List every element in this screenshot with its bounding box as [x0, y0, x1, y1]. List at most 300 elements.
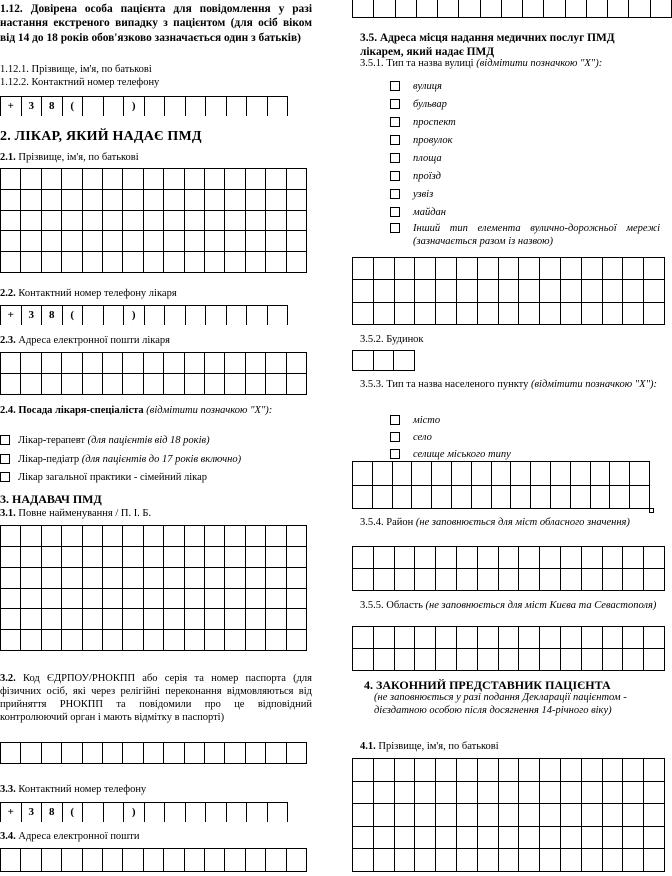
input-cell[interactable]	[561, 849, 582, 872]
input-cell[interactable]	[164, 568, 184, 589]
input-cell[interactable]	[225, 353, 245, 374]
street-name-grid[interactable]	[352, 257, 665, 325]
input-cell[interactable]	[266, 190, 286, 211]
input-cell[interactable]	[287, 609, 307, 630]
input-cell[interactable]	[1, 231, 21, 252]
input-cell[interactable]	[266, 743, 286, 764]
input-cell[interactable]	[103, 252, 123, 273]
input-cell[interactable]	[415, 258, 436, 280]
input-cell[interactable]	[287, 589, 307, 610]
input-cell[interactable]	[1, 169, 21, 190]
input-cell[interactable]	[353, 462, 373, 486]
phone-digit-cell[interactable]	[268, 97, 289, 116]
input-cell[interactable]	[21, 252, 41, 273]
input-cell[interactable]	[519, 569, 540, 591]
input-cell[interactable]	[374, 547, 395, 569]
input-cell[interactable]	[103, 211, 123, 232]
input-cell[interactable]	[266, 169, 286, 190]
input-cell[interactable]	[225, 374, 245, 395]
input-cell[interactable]	[164, 231, 184, 252]
input-cell[interactable]	[42, 353, 62, 374]
input-cell[interactable]	[499, 627, 520, 649]
input-cell[interactable]	[374, 649, 395, 671]
input-cell[interactable]	[415, 759, 436, 782]
input-cell[interactable]	[373, 462, 393, 486]
input-cell[interactable]	[519, 759, 540, 782]
input-cell[interactable]	[1, 374, 21, 395]
input-cell[interactable]	[21, 374, 41, 395]
input-cell[interactable]	[185, 743, 205, 764]
input-cell[interactable]	[457, 547, 478, 569]
input-cell[interactable]	[582, 258, 603, 280]
input-cell[interactable]	[123, 568, 143, 589]
input-cell[interactable]	[374, 627, 395, 649]
input-cell[interactable]	[591, 462, 611, 486]
phone-digit-cell[interactable]	[268, 803, 289, 822]
input-cell[interactable]	[571, 486, 591, 510]
input-cell[interactable]	[415, 827, 436, 850]
input-cell[interactable]	[1, 589, 21, 610]
input-cell[interactable]	[540, 849, 561, 872]
input-cell[interactable]	[246, 231, 266, 252]
input-cell[interactable]	[123, 630, 143, 651]
input-cell[interactable]	[561, 627, 582, 649]
phone-digit-cell[interactable]	[145, 306, 166, 325]
phone-digit-cell[interactable]	[165, 803, 186, 822]
phone-digit-cell[interactable]: )	[124, 803, 145, 822]
input-cell[interactable]	[415, 569, 436, 591]
input-cell[interactable]	[164, 252, 184, 273]
input-cell[interactable]	[623, 827, 644, 850]
phone-digit-cell[interactable]	[186, 803, 207, 822]
input-cell[interactable]	[205, 169, 225, 190]
input-cell[interactable]	[42, 526, 62, 547]
input-cell[interactable]	[353, 849, 374, 872]
input-cell[interactable]	[436, 303, 457, 325]
input-cell[interactable]	[185, 609, 205, 630]
input-cell[interactable]	[623, 569, 644, 591]
input-cell[interactable]	[415, 303, 436, 325]
input-cell[interactable]	[225, 589, 245, 610]
input-cell[interactable]	[246, 169, 266, 190]
input-cell[interactable]	[478, 303, 499, 325]
input-cell[interactable]	[144, 547, 164, 568]
input-cell[interactable]	[83, 169, 103, 190]
input-cell[interactable]	[42, 231, 62, 252]
input-cell[interactable]	[353, 569, 374, 591]
input-cell[interactable]	[623, 649, 644, 671]
input-cell[interactable]	[62, 849, 82, 872]
input-cell[interactable]	[42, 547, 62, 568]
input-cell[interactable]	[571, 462, 591, 486]
input-cell[interactable]	[185, 252, 205, 273]
street-type-checkbox[interactable]	[390, 134, 453, 147]
phone-digit-cell[interactable]	[227, 97, 248, 116]
doctor-phone-field[interactable]	[0, 305, 288, 325]
input-cell[interactable]	[144, 609, 164, 630]
input-cell[interactable]	[374, 351, 395, 371]
input-cell[interactable]	[610, 486, 630, 510]
input-cell[interactable]	[519, 649, 540, 671]
input-cell[interactable]	[412, 462, 432, 486]
input-cell[interactable]	[144, 211, 164, 232]
input-cell[interactable]	[246, 589, 266, 610]
input-cell[interactable]	[394, 351, 415, 371]
input-cell[interactable]	[103, 568, 123, 589]
input-cell[interactable]	[499, 569, 520, 591]
region-grid[interactable]	[352, 626, 665, 671]
input-cell[interactable]	[225, 526, 245, 547]
input-cell[interactable]	[457, 280, 478, 302]
provider-email-grid[interactable]	[0, 848, 307, 872]
input-cell[interactable]	[623, 627, 644, 649]
input-cell[interactable]	[1, 353, 21, 374]
input-cell[interactable]	[266, 231, 286, 252]
input-cell[interactable]	[246, 609, 266, 630]
input-cell[interactable]	[499, 303, 520, 325]
input-cell[interactable]	[103, 849, 123, 872]
input-cell[interactable]	[21, 743, 41, 764]
input-cell[interactable]	[395, 827, 416, 850]
input-cell[interactable]	[83, 849, 103, 872]
input-cell[interactable]	[21, 547, 41, 568]
input-cell[interactable]	[603, 759, 624, 782]
phone-digit-cell[interactable]	[247, 803, 268, 822]
input-cell[interactable]	[287, 231, 307, 252]
input-cell[interactable]	[395, 258, 416, 280]
input-cell[interactable]	[452, 462, 472, 486]
input-cell[interactable]	[83, 743, 103, 764]
input-cell[interactable]	[436, 569, 457, 591]
input-cell[interactable]	[551, 486, 571, 510]
input-cell[interactable]	[582, 804, 603, 827]
input-cell[interactable]	[185, 353, 205, 374]
input-cell[interactable]	[561, 303, 582, 325]
input-cell[interactable]	[395, 782, 416, 805]
input-cell[interactable]	[144, 252, 164, 273]
input-cell[interactable]	[42, 374, 62, 395]
phone-digit-cell[interactable]	[165, 306, 186, 325]
input-cell[interactable]	[436, 804, 457, 827]
input-cell[interactable]	[603, 627, 624, 649]
input-cell[interactable]	[644, 280, 665, 302]
input-cell[interactable]	[457, 827, 478, 850]
input-cell[interactable]	[103, 547, 123, 568]
input-cell[interactable]	[499, 280, 520, 302]
phone-digit-cell[interactable]: 8	[42, 803, 63, 822]
input-cell[interactable]	[83, 190, 103, 211]
input-cell[interactable]	[478, 627, 499, 649]
input-cell[interactable]	[540, 827, 561, 850]
input-cell[interactable]	[353, 486, 373, 510]
input-cell[interactable]	[205, 568, 225, 589]
input-cell[interactable]	[83, 353, 103, 374]
phone-digit-cell[interactable]: +	[1, 306, 22, 325]
input-cell[interactable]	[603, 804, 624, 827]
input-cell[interactable]	[395, 569, 416, 591]
input-cell[interactable]	[246, 743, 266, 764]
street-type-checkbox[interactable]	[390, 80, 442, 93]
input-cell[interactable]	[393, 462, 413, 486]
input-cell[interactable]	[561, 759, 582, 782]
checkbox-icon[interactable]	[0, 454, 10, 464]
phone-digit-cell[interactable]	[206, 306, 227, 325]
input-cell[interactable]	[415, 804, 436, 827]
input-cell[interactable]	[205, 547, 225, 568]
input-cell[interactable]	[374, 804, 395, 827]
input-cell[interactable]	[582, 759, 603, 782]
input-cell[interactable]	[499, 759, 520, 782]
input-cell[interactable]	[266, 630, 286, 651]
input-cell[interactable]	[582, 649, 603, 671]
input-cell[interactable]	[499, 547, 520, 569]
input-cell[interactable]	[478, 547, 499, 569]
input-cell[interactable]	[164, 630, 184, 651]
input-cell[interactable]	[412, 486, 432, 510]
input-cell[interactable]	[205, 374, 225, 395]
input-cell[interactable]	[144, 374, 164, 395]
input-cell[interactable]	[103, 630, 123, 651]
street-type-checkbox-other[interactable]	[390, 222, 660, 248]
input-cell[interactable]	[644, 827, 665, 850]
street-type-checkbox[interactable]	[390, 170, 441, 183]
input-cell[interactable]	[540, 280, 561, 302]
input-cell[interactable]	[436, 849, 457, 872]
input-cell[interactable]	[62, 252, 82, 273]
input-cell[interactable]	[123, 169, 143, 190]
phone-digit-cell[interactable]	[206, 803, 227, 822]
input-cell[interactable]	[432, 462, 452, 486]
phone-digit-cell[interactable]	[83, 306, 104, 325]
input-cell[interactable]	[62, 231, 82, 252]
input-cell[interactable]	[644, 627, 665, 649]
input-cell[interactable]	[123, 231, 143, 252]
settlement-name-grid[interactable]	[352, 461, 650, 509]
input-cell[interactable]	[436, 280, 457, 302]
input-cell[interactable]	[123, 374, 143, 395]
input-cell[interactable]	[519, 849, 540, 872]
checkbox-icon[interactable]	[390, 189, 400, 199]
input-cell[interactable]	[287, 374, 307, 395]
input-cell[interactable]	[103, 589, 123, 610]
checkbox-icon[interactable]	[390, 432, 400, 442]
input-cell[interactable]	[42, 568, 62, 589]
input-cell[interactable]	[185, 589, 205, 610]
input-cell[interactable]	[582, 303, 603, 325]
input-cell[interactable]	[353, 804, 374, 827]
input-cell[interactable]	[582, 849, 603, 872]
input-cell[interactable]	[246, 252, 266, 273]
input-cell[interactable]	[185, 568, 205, 589]
input-cell[interactable]	[144, 231, 164, 252]
settlement-type-checkbox[interactable]	[390, 414, 440, 427]
district-grid[interactable]	[352, 546, 665, 591]
input-cell[interactable]	[62, 547, 82, 568]
resize-handle-icon[interactable]	[649, 508, 654, 513]
input-cell[interactable]	[83, 630, 103, 651]
input-cell[interactable]	[540, 569, 561, 591]
input-cell[interactable]	[287, 743, 307, 764]
input-cell[interactable]	[21, 190, 41, 211]
input-cell[interactable]	[103, 169, 123, 190]
input-cell[interactable]	[582, 547, 603, 569]
phone-digit-cell[interactable]	[104, 97, 125, 116]
input-cell[interactable]	[266, 568, 286, 589]
input-cell[interactable]	[1, 547, 21, 568]
input-cell[interactable]	[373, 486, 393, 510]
input-cell[interactable]	[395, 759, 416, 782]
street-type-checkbox[interactable]	[390, 116, 456, 129]
input-cell[interactable]	[287, 630, 307, 651]
input-cell[interactable]	[561, 804, 582, 827]
input-cell[interactable]	[561, 827, 582, 850]
input-cell[interactable]	[246, 630, 266, 651]
input-cell[interactable]	[478, 804, 499, 827]
input-cell[interactable]	[623, 303, 644, 325]
phone-digit-cell[interactable]	[104, 306, 125, 325]
input-cell[interactable]	[205, 190, 225, 211]
input-cell[interactable]	[164, 374, 184, 395]
input-cell[interactable]	[582, 782, 603, 805]
input-cell[interactable]	[225, 231, 245, 252]
input-cell[interactable]	[353, 782, 374, 805]
input-cell[interactable]	[42, 252, 62, 273]
input-cell[interactable]	[436, 782, 457, 805]
input-cell[interactable]	[123, 547, 143, 568]
phone-digit-cell[interactable]	[186, 97, 207, 116]
input-cell[interactable]	[478, 759, 499, 782]
input-cell[interactable]	[395, 303, 416, 325]
input-cell[interactable]	[205, 353, 225, 374]
input-cell[interactable]	[353, 258, 374, 280]
input-cell[interactable]	[436, 547, 457, 569]
provider-code-grid[interactable]	[0, 742, 307, 764]
position-checkbox-family-doctor[interactable]	[0, 471, 207, 484]
input-cell[interactable]	[287, 211, 307, 232]
input-cell[interactable]	[185, 374, 205, 395]
input-cell[interactable]	[540, 804, 561, 827]
phone-digit-cell[interactable]: )	[124, 97, 145, 116]
input-cell[interactable]	[457, 804, 478, 827]
input-cell[interactable]	[225, 630, 245, 651]
input-cell[interactable]	[246, 211, 266, 232]
input-cell[interactable]	[540, 547, 561, 569]
input-cell[interactable]	[185, 211, 205, 232]
input-cell[interactable]	[266, 353, 286, 374]
input-cell[interactable]	[644, 782, 665, 805]
input-cell[interactable]	[374, 258, 395, 280]
provider-name-grid[interactable]	[0, 525, 307, 651]
input-cell[interactable]	[603, 258, 624, 280]
input-cell[interactable]	[623, 849, 644, 872]
input-cell[interactable]	[519, 782, 540, 805]
input-cell[interactable]	[603, 827, 624, 850]
input-cell[interactable]	[457, 303, 478, 325]
input-cell[interactable]	[561, 649, 582, 671]
input-cell[interactable]	[62, 743, 82, 764]
input-cell[interactable]	[582, 280, 603, 302]
input-cell[interactable]	[395, 280, 416, 302]
checkbox-icon[interactable]	[390, 449, 400, 459]
input-cell[interactable]	[623, 547, 644, 569]
phone-digit-cell[interactable]: +	[1, 97, 22, 116]
input-cell[interactable]	[287, 568, 307, 589]
input-cell[interactable]	[511, 486, 531, 510]
settlement-type-checkbox[interactable]	[390, 431, 432, 444]
input-cell[interactable]	[374, 827, 395, 850]
input-cell[interactable]	[540, 258, 561, 280]
input-cell[interactable]	[185, 526, 205, 547]
input-cell[interactable]	[103, 743, 123, 764]
phone-digit-cell[interactable]: +	[1, 803, 22, 822]
input-cell[interactable]	[83, 526, 103, 547]
input-cell[interactable]	[144, 630, 164, 651]
input-cell[interactable]	[62, 609, 82, 630]
input-cell[interactable]	[266, 589, 286, 610]
checkbox-icon[interactable]	[390, 153, 400, 163]
input-cell[interactable]	[644, 759, 665, 782]
input-cell[interactable]	[62, 353, 82, 374]
building-grid[interactable]	[352, 350, 415, 371]
phone-digit-cell[interactable]	[206, 97, 227, 116]
input-cell[interactable]	[287, 849, 307, 872]
phone-digit-cell[interactable]	[268, 306, 289, 325]
input-cell[interactable]	[185, 547, 205, 568]
input-cell[interactable]	[225, 211, 245, 232]
input-cell[interactable]	[436, 827, 457, 850]
input-cell[interactable]	[164, 169, 184, 190]
input-cell[interactable]	[499, 827, 520, 850]
input-cell[interactable]	[353, 303, 374, 325]
input-cell[interactable]	[1, 252, 21, 273]
input-cell[interactable]	[436, 627, 457, 649]
input-cell[interactable]	[630, 486, 650, 510]
input-cell[interactable]	[1, 190, 21, 211]
position-checkbox-therapist[interactable]	[0, 434, 210, 447]
input-cell[interactable]	[551, 462, 571, 486]
input-cell[interactable]	[266, 252, 286, 273]
input-cell[interactable]	[266, 211, 286, 232]
input-cell[interactable]	[499, 649, 520, 671]
input-cell[interactable]	[1, 849, 21, 872]
phone-digit-cell[interactable]	[145, 97, 166, 116]
input-cell[interactable]	[591, 486, 611, 510]
input-cell[interactable]	[42, 630, 62, 651]
input-cell[interactable]	[623, 280, 644, 302]
input-cell[interactable]	[62, 568, 82, 589]
input-cell[interactable]	[540, 627, 561, 649]
input-cell[interactable]	[603, 280, 624, 302]
phone-digit-cell[interactable]: 8	[42, 306, 63, 325]
input-cell[interactable]	[452, 486, 472, 510]
input-cell[interactable]	[432, 486, 452, 510]
input-cell[interactable]	[395, 804, 416, 827]
input-cell[interactable]	[246, 526, 266, 547]
input-cell[interactable]	[21, 526, 41, 547]
input-cell[interactable]	[83, 211, 103, 232]
input-cell[interactable]	[457, 759, 478, 782]
input-cell[interactable]	[62, 526, 82, 547]
input-cell[interactable]	[123, 190, 143, 211]
input-cell[interactable]	[62, 190, 82, 211]
checkbox-icon[interactable]	[390, 171, 400, 181]
input-cell[interactable]	[205, 609, 225, 630]
input-cell[interactable]	[478, 649, 499, 671]
input-cell[interactable]	[644, 569, 665, 591]
input-cell[interactable]	[353, 649, 374, 671]
input-cell[interactable]	[603, 303, 624, 325]
input-cell[interactable]	[266, 526, 286, 547]
